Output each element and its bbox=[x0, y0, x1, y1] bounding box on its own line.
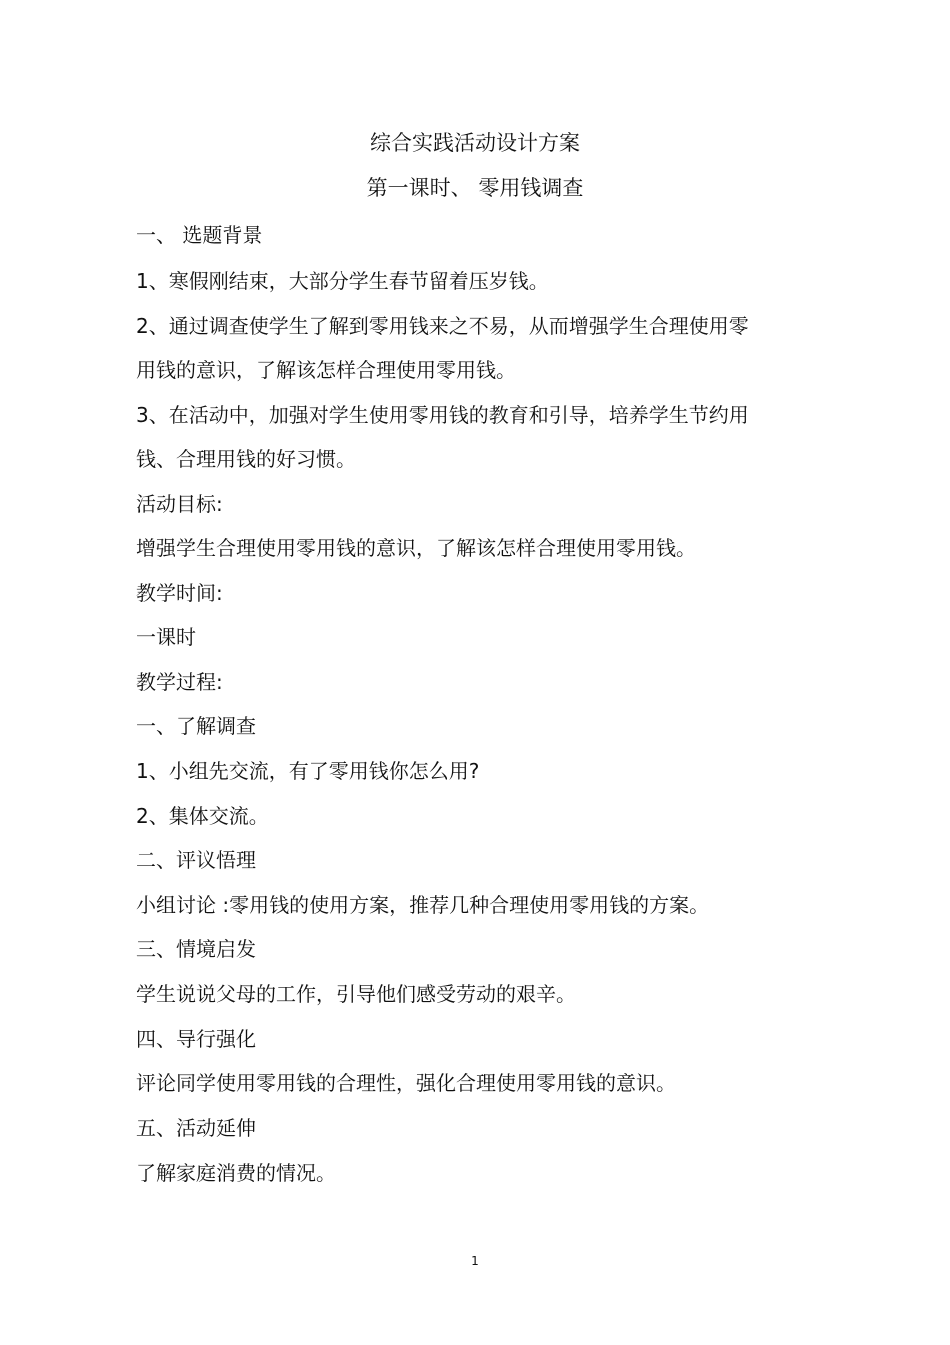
document-subtitle: 第一课时、 零用钱调查 bbox=[366, 176, 584, 200]
paragraph-line: 3、在活动中，加强对学生使用零用钱的教育和引导，培养学生节约用 bbox=[136, 403, 749, 427]
paragraph-line: 2、集体交流。 bbox=[136, 804, 269, 828]
paragraph-line: 1、小组先交流，有了零用钱你怎么用? bbox=[136, 759, 480, 783]
section-heading-extension: 五、活动延伸 bbox=[136, 1116, 256, 1140]
section-heading-guidance: 四、导行强化 bbox=[136, 1027, 256, 1051]
paragraph-line: 评论同学使用零用钱的合理性，强化合理使用零用钱的意识。 bbox=[136, 1071, 676, 1095]
label-teaching-time: 教学时间: bbox=[136, 581, 223, 605]
paragraph-line: 用钱的意识，了解该怎样合理使用零用钱。 bbox=[136, 358, 516, 382]
section-heading-discussion: 二、评议悟理 bbox=[136, 848, 256, 872]
paragraph-line: 学生说说父母的工作，引导他们感受劳动的艰辛。 bbox=[136, 982, 576, 1006]
document-title: 综合实践活动设计方案 bbox=[370, 131, 580, 155]
page-number: 1 bbox=[471, 1254, 479, 1268]
section-heading-background: 一、 选题背景 bbox=[136, 223, 263, 247]
paragraph-line: 一课时 bbox=[136, 625, 196, 649]
paragraph-line: 增强学生合理使用零用钱的意识，了解该怎样合理使用零用钱。 bbox=[136, 536, 696, 560]
paragraph-line: 了解家庭消费的情况。 bbox=[136, 1161, 336, 1185]
section-heading-inspiration: 三、情境启发 bbox=[136, 937, 256, 961]
paragraph-line: 1、寒假刚结束，大部分学生春节留着压岁钱。 bbox=[136, 269, 549, 293]
label-objectives: 活动目标: bbox=[136, 492, 223, 516]
paragraph-line: 小组讨论 :零用钱的使用方案，推荐几种合理使用零用钱的方案。 bbox=[136, 893, 710, 917]
label-teaching-process: 教学过程: bbox=[136, 670, 223, 694]
paragraph-line: 钱、合理用钱的好习惯。 bbox=[136, 447, 356, 471]
section-heading-survey: 一、了解调查 bbox=[136, 714, 256, 738]
paragraph-line: 2、通过调查使学生了解到零用钱来之不易，从而增强学生合理使用零 bbox=[136, 314, 749, 338]
